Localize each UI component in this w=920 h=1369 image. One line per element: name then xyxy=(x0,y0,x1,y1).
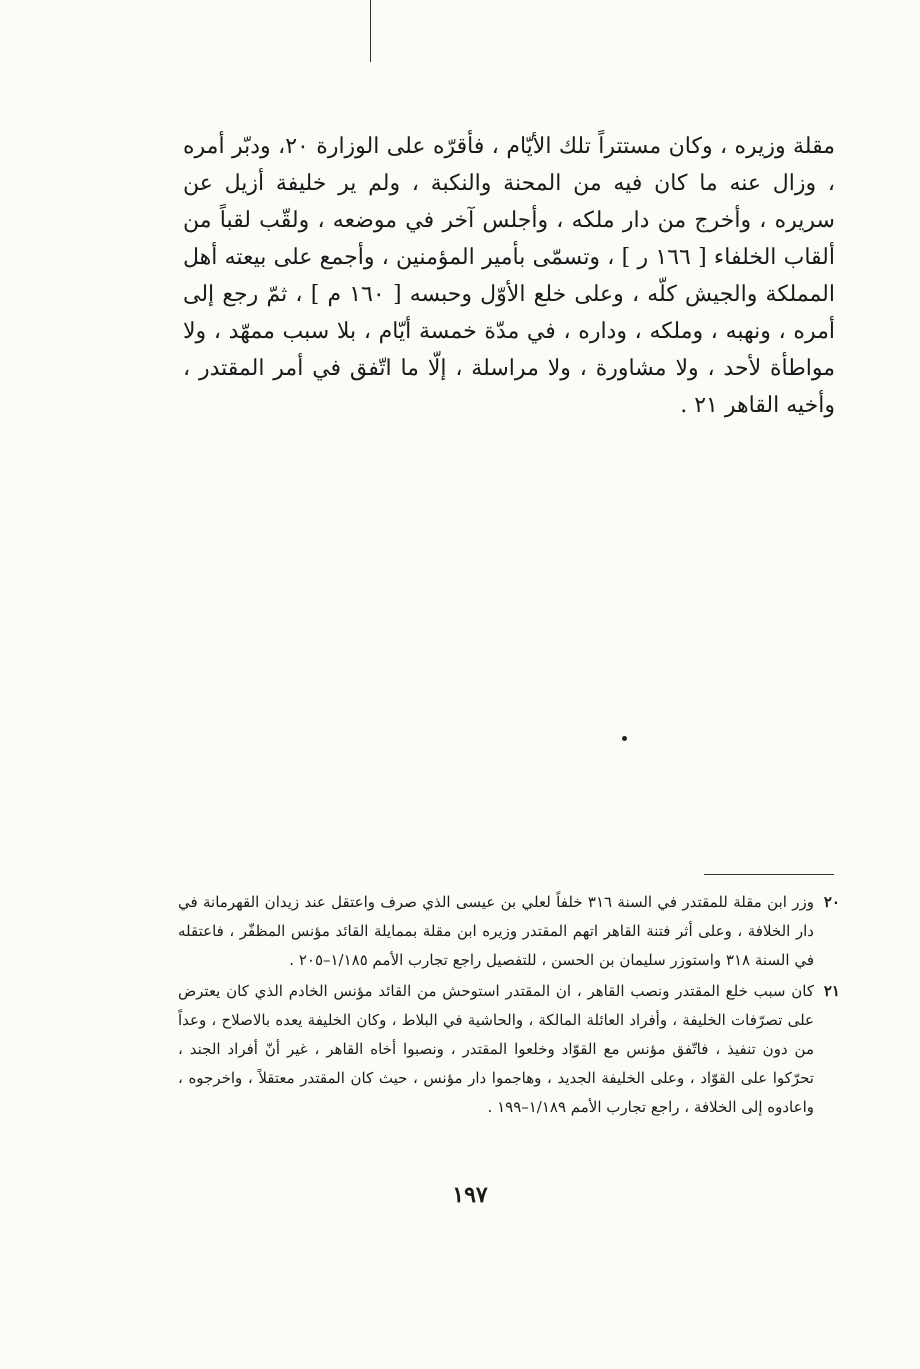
footnotes xyxy=(178,888,840,1124)
footnote-20 xyxy=(178,888,840,975)
ink-dot xyxy=(622,736,627,741)
footnote-separator xyxy=(704,874,834,875)
page-number: ١٩٧ xyxy=(452,1182,488,1208)
footnote-text: كان سبب خلع المقتدر ونصب القاهر ، ان المقتدر استوحش من القائد مؤنس الخادم الذي كان يعترض على تصرّفات الخليفة ، وأفراد العائلة المالكة ، والحاشية في البلاط ، وكان الخليفة يعده بالاصلاح ، وعداً من دون تنفيذ ، فاتّفق مؤنس مع القوّاد وخلعوا المقتدر ، ونصبوا أخاه القاهر ، غير أنّ أفراد الجند ، تحرّكوا على القوّاد ، وعلى الخليفة الجديد ، وهاجموا دار مؤنس ، حيث كان المقتدر معتقلاً ، واخرجوه ، واعادوه إلى الخلافة ، راجع تجارب الأمم ١/١٨٩–١٩٩ . xyxy=(178,982,814,1116)
footnote-text: وزر ابن مقلة للمقتدر في السنة ٣١٦ خلفاً لعلي بن عيسى الذي صرف واعتقل عند زيدان القهرمانة في دار الخلافة ، وعلى أثر فتنة القاهر اتهم المقتدر وزيره ابن مقلة بممايلة القائد مؤنس المظفّر ، فاعتقله في السنة ٣١٨ واستوزر سليمان بن الحسن ، للتفصيل راجع تجارب الأمم ١/١٨٥–٢٠٥ . xyxy=(178,893,814,969)
gutter-line xyxy=(370,0,371,62)
footnote-number: ٢٠ xyxy=(823,893,840,911)
footnote-21 xyxy=(178,977,840,1122)
footnote-number: ٢١ xyxy=(823,982,840,1000)
main-text-block xyxy=(183,128,835,424)
main-paragraph: مقلة وزيره ، وكان مستتراً تلك الأيّام ، فأقرّه على الوزارة ٢٠، ودبّر أمره ، وزال عنه ما كان فيه من المحنة والنكبة ، ولم ير خليفة أزيل عن سريره ، وأخرج من دار ملكه ، وأجلس آخر في موضعه ، ولقّب لقباً من ألقاب الخلفاء [ ١٦٦ ر ] ، وتسمّى بأمير المؤمنين ، وأجمع على بيعته أهل المملكة والجيش كلّه ، وعلى خلع الأوّل وحبسه [ ١٦٠ م ] ، ثمّ رجع إلى أمره ، ونهبه ، وملكه ، وداره ، في مدّة خمسة أيّام ، بلا سبب ممهّد ، ولا مواطأة لأحد ، ولا مشاورة ، ولا مراسلة ، إلّا ما اتّفق في أمر المقتدر ، وأخيه القاهر ٢١ . xyxy=(183,134,835,418)
